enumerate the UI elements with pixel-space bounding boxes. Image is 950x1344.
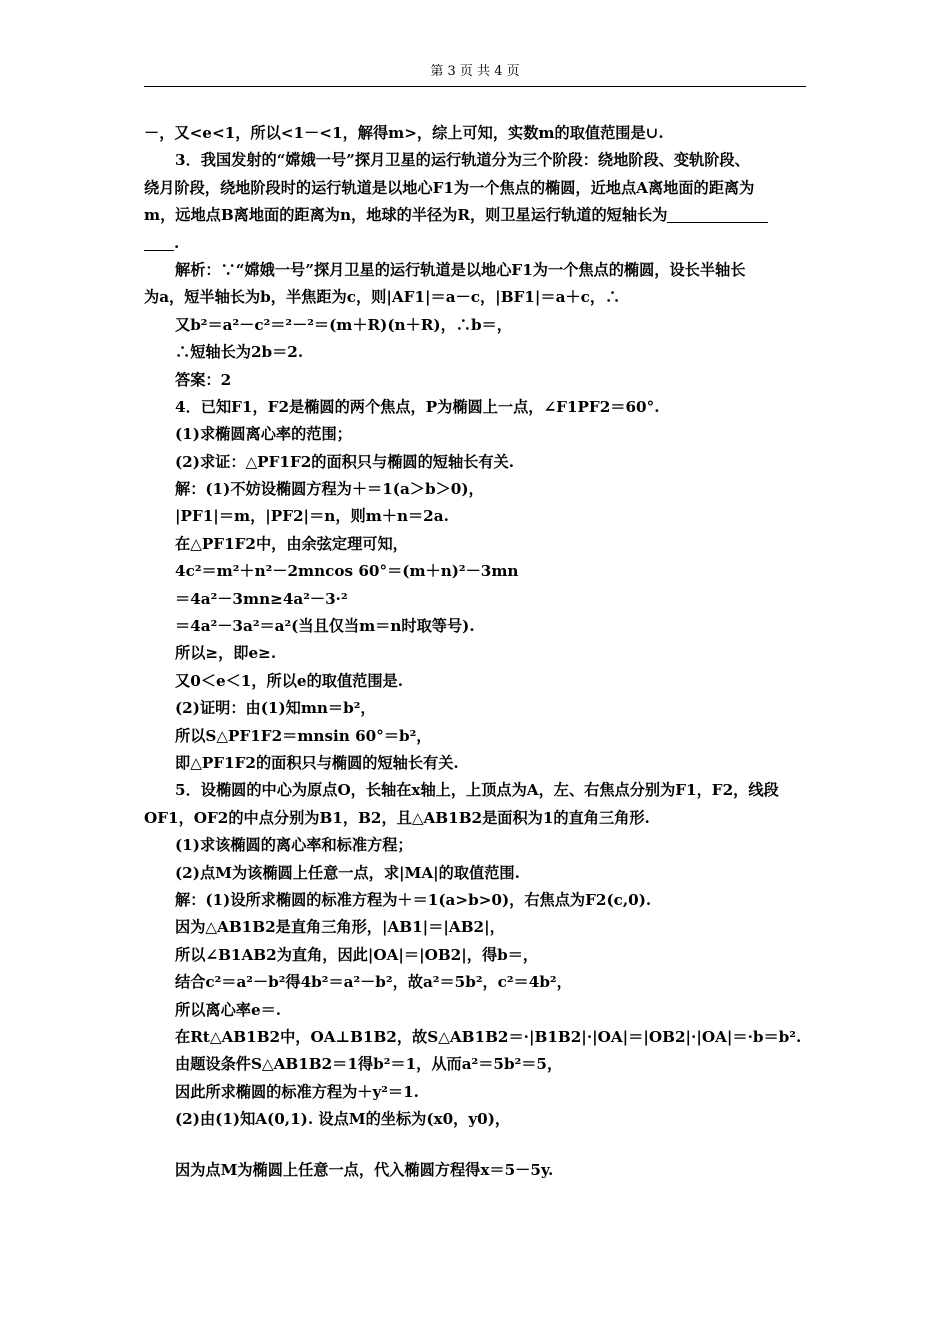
text-line: 在△PF1F2中，由余弦定理可知， (175, 534, 408, 553)
answer-blank-continued (144, 232, 174, 251)
text-line: (1)求该椭圆的离心率和标准方程； (175, 836, 413, 855)
text-line: 绕月阶段，绕地阶段时的运行轨道是以地心F1为一个焦点的椭圆，近地点A离地面的距离为 (144, 178, 755, 197)
text-line: ＝4a²－3mn≥4a²－3·² (175, 589, 348, 608)
text-line: 答案：2 (175, 370, 232, 389)
page-header: 第 3 页 共 4 页 (430, 64, 520, 79)
text-line: (1)求椭圆离心率的范围； (175, 425, 352, 444)
text-line: 5．设椭圆的中心为原点O，长轴在x轴上，上顶点为A，左、右焦点分别为F1，F2，线段 (175, 781, 779, 800)
question-text: m，远地点B离地面的距离为n，地球的半径为R，则卫星运行轨道的短轴长为 (144, 206, 668, 225)
text-line: 所以≥，即e≥. (175, 644, 277, 663)
text-line: 又b²＝a²－c²＝²－²＝(m＋R)(n＋R)，∴b＝， (175, 315, 512, 334)
text-line: ∴短轴长为2b＝2. (175, 343, 304, 362)
text-line: －，又<e<1，所以<1－<1，解得m>，综上可知，实数m的取值范围是∪. (144, 124, 664, 142)
text-line: 4．已知F1，F2是椭圆的两个焦点，P为椭圆上一点，∠F1PF2＝60°. (175, 397, 660, 416)
text-line: 所以离心率e＝. (175, 1000, 282, 1019)
text-line: 4c²＝m²＋n²－2mncos 60°＝(m＋n)²－3mn (175, 562, 519, 581)
text-line: 因为△AB1B2是直角三角形，|AB1|＝|AB2|， (175, 918, 505, 937)
text-line: 所以S△PF1F2＝mnsin 60°＝b²， (175, 726, 432, 745)
text-line: OF1，OF2的中点分别为B1，B2，且△AB1B2是面积为1的直角三角形. (144, 808, 650, 827)
text-line: (2)证明：由(1)知mn＝b²， (175, 699, 376, 718)
text-line-with-blank (144, 202, 806, 229)
text-line: 即△PF1F2的面积只与椭圆的短轴长有关. (175, 753, 459, 772)
text-line: 结合c²＝a²－b²得4b²＝a²－b²，故a²＝5b²，c²＝4b²， (175, 973, 572, 992)
text-line: 因此所求椭圆的标准方程为＋y²＝1. (175, 1082, 419, 1101)
text-line: |PF1|＝m，|PF2|＝n，则m＋n＝2a. (175, 507, 449, 526)
text-line: 由题设条件S△AB1B2＝1得b²＝1，从而a²＝5b²＝5， (175, 1055, 563, 1074)
text-line: 在Rt△AB1B2中，OA⊥B1B2，故S△AB1B2＝·|B1B2|·|OA|＝|OB2|·|OA|＝·b＝b². (175, 1027, 802, 1046)
blank-line (144, 1133, 806, 1157)
text-line-with-blank (144, 230, 806, 257)
text-line: 解：(1)设所求椭圆的标准方程为＋＝1(a>b>0)，右焦点为F2(c,0). (175, 890, 652, 909)
text-line: (2)由(1)知A(0,1). 设点M的坐标为(x0，y0)， (175, 1110, 511, 1129)
text-line: 3．我国发射的“嫦娥一号”探月卫星的运行轨道分为三个阶段：绕地阶段、变轨阶段、 (175, 151, 750, 170)
text-line: 所以∠B1AB2为直角，因此|OA|＝|OB2|，得b＝， (175, 945, 539, 964)
answer-blank (667, 204, 768, 223)
document-body (144, 120, 806, 1185)
text-line: 为a，短半轴长为b，半焦距为c，则|AF1|＝a－c，|BF1|＝a＋c，∴ (144, 288, 621, 307)
text-line: ＝4a²－3a²＝a²(当且仅当m＝n时取等号). (175, 617, 475, 636)
text-line: 又0＜e＜1，所以e的取值范围是. (175, 671, 403, 690)
question-text: . (174, 233, 180, 252)
text-line: (2)求证：△PF1F2的面积只与椭圆的短轴长有关. (175, 452, 515, 471)
text-line: (2)点M为该椭圆上任意一点，求|MA|的取值范围. (175, 863, 520, 882)
text-line: 因为点M为椭圆上任意一点，代入椭圆方程得x＝5－5y. (175, 1161, 554, 1180)
text-line: 解析：∵“嫦娥一号”探月卫星的运行轨道是以地心F1为一个焦点的椭圆，设长半轴长 (175, 260, 746, 279)
text-line: 解：(1)不妨设椭圆方程为＋＝1(a＞b＞0)， (175, 480, 484, 499)
header-rule (144, 86, 806, 87)
